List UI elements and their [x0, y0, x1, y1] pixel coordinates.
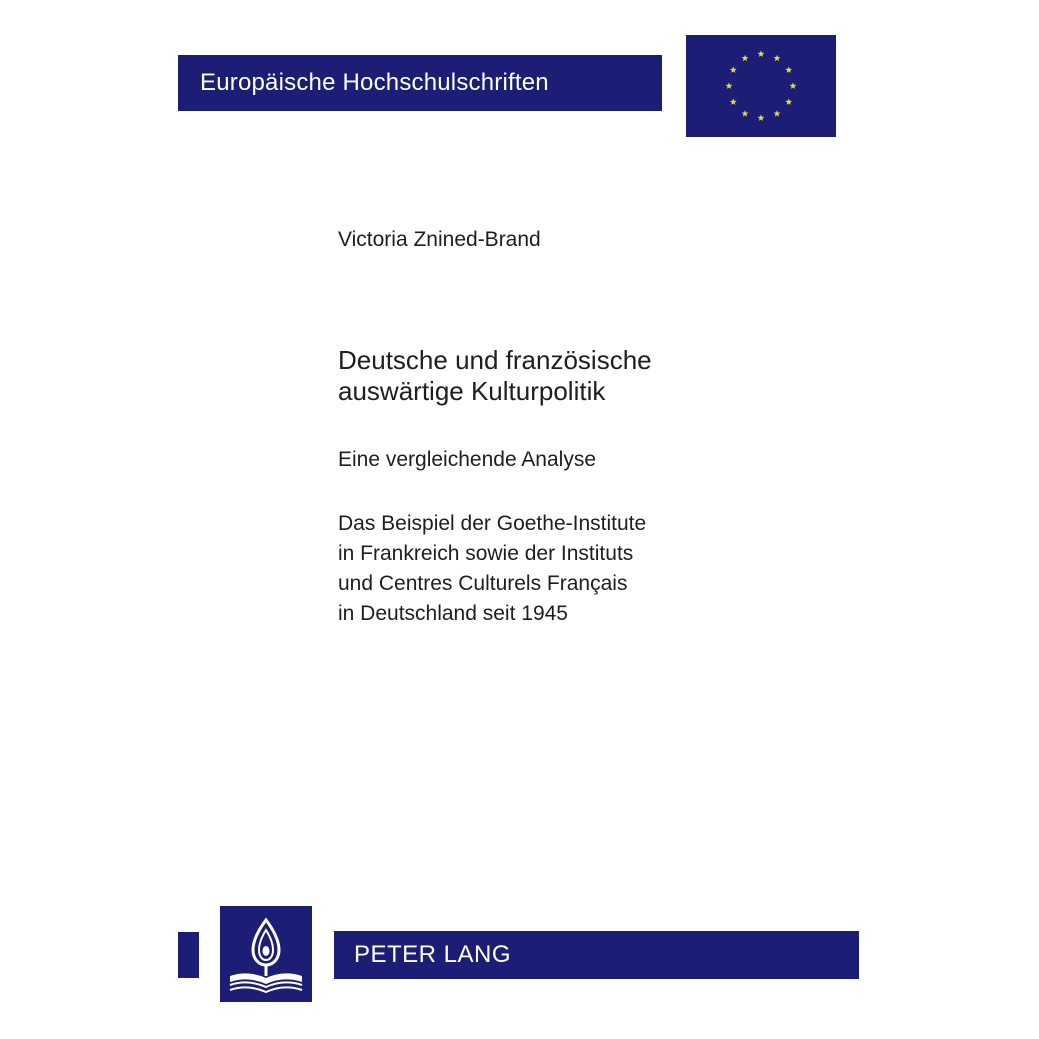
flag-star-icon	[785, 98, 792, 105]
flag-star-icon	[790, 82, 797, 89]
series-band	[178, 55, 662, 111]
flag-star-icon	[785, 66, 792, 73]
flag-star-icon	[774, 55, 781, 62]
publisher-band	[334, 931, 859, 979]
series-title: Europäische Hochschulschriften	[200, 69, 549, 96]
description-line-1: Das Beispiel der Goethe-Institute	[338, 512, 647, 535]
book-title-line-2: auswärtige Kulturpolitik	[338, 376, 606, 406]
eu-stars-svg	[686, 35, 836, 137]
peter-lang-logo-icon	[220, 906, 312, 1002]
flag-star-icon	[774, 110, 781, 117]
book-subtitle: Eine vergleichende Analyse	[338, 448, 597, 471]
book-title-line-1: Deutsche und französische	[338, 345, 652, 375]
flag-star-icon	[726, 82, 733, 89]
decorative-tab	[178, 932, 199, 978]
flag-star-icon	[730, 66, 737, 73]
eu-flag-icon	[686, 35, 836, 137]
flag-star-icon	[758, 50, 765, 57]
flag-star-icon	[742, 110, 749, 117]
book-title	[338, 345, 652, 407]
book-description	[338, 509, 646, 629]
flag-star-icon	[730, 98, 737, 105]
description-line-4: in Deutschland seit 1945	[338, 602, 568, 625]
description-line-2: in Frankreich sowie der Instituts	[338, 542, 634, 565]
peter-lang-logo-svg	[220, 906, 312, 1002]
author-name: Victoria Znined-Brand	[338, 228, 541, 251]
flag-star-icon	[758, 114, 765, 121]
flag-star-icon	[742, 55, 749, 62]
publisher-name: PETER LANG	[354, 941, 512, 968]
description-line-3: und Centres Culturels Français	[338, 572, 628, 595]
